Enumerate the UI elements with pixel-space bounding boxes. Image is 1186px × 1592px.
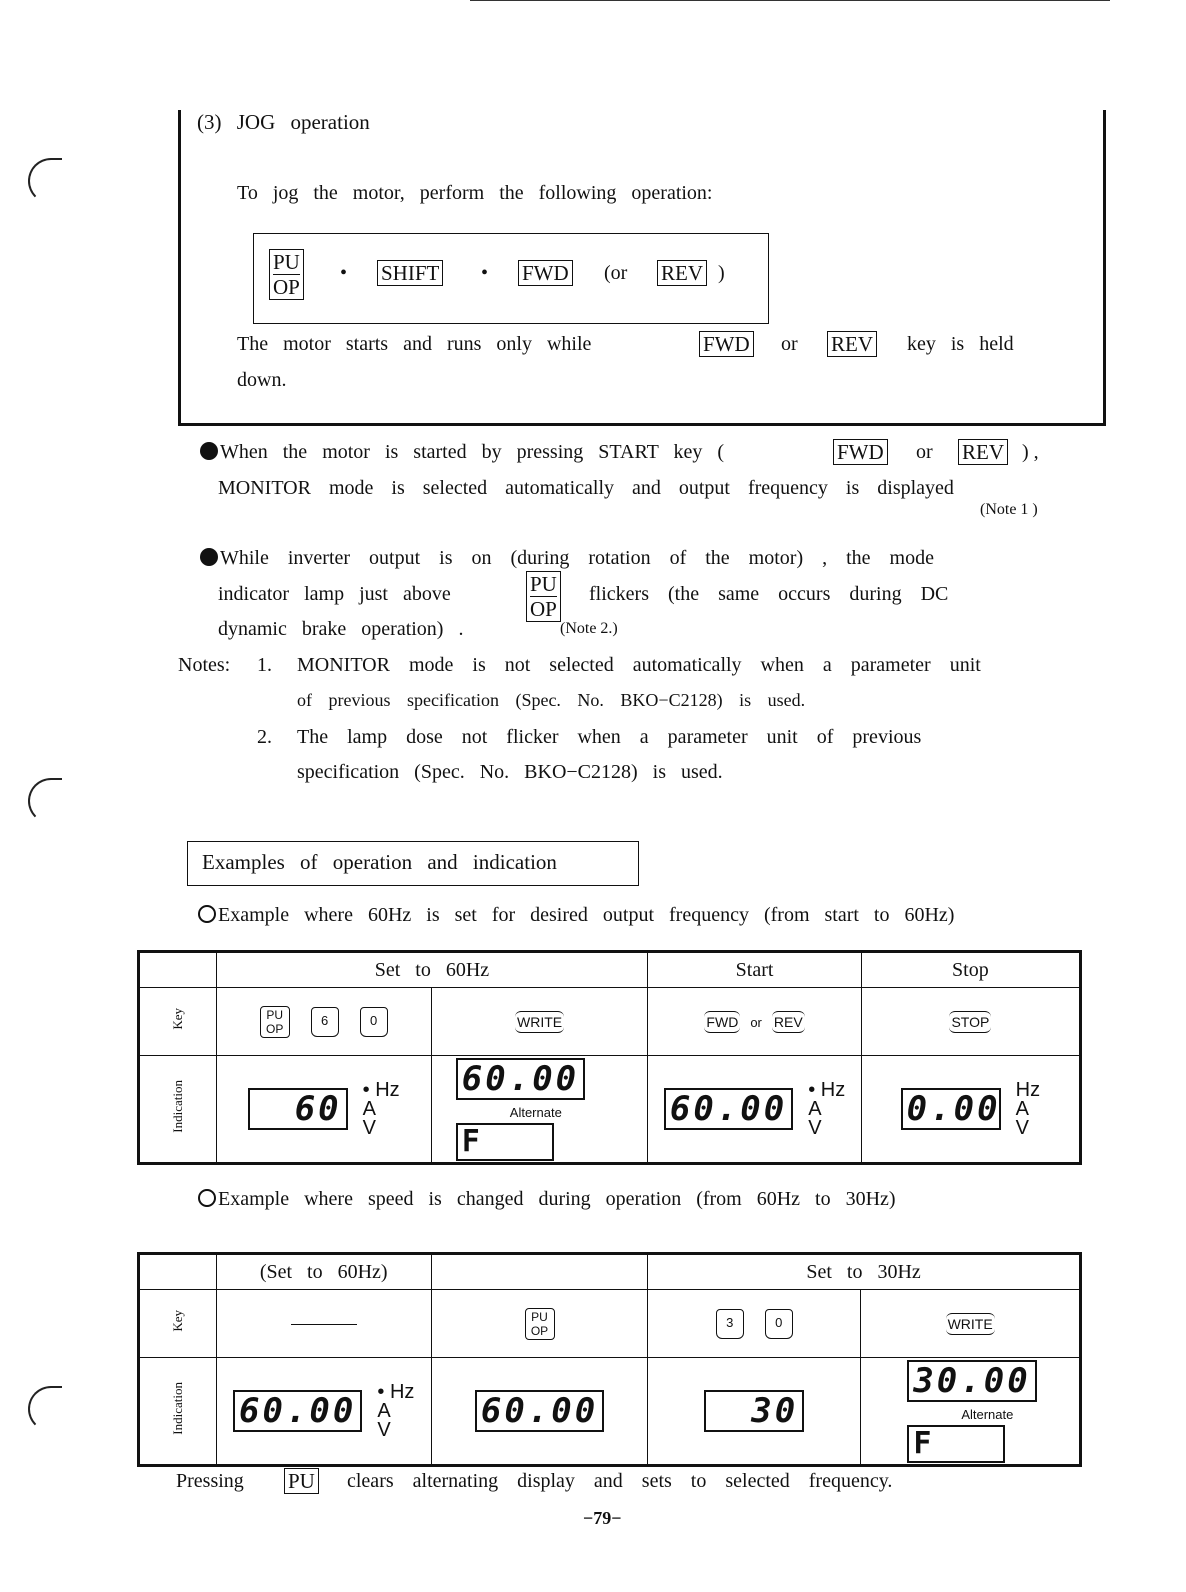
example-1-caption: Example where 60Hz is set for desired output frequency (from start to 60Hz): [198, 904, 954, 927]
key-stop: STOP: [861, 988, 1080, 1056]
pu-op-key: PU OP: [260, 1006, 290, 1038]
rev-key: REV: [958, 439, 1008, 465]
row-label-indication: Indication: [139, 1358, 217, 1466]
keys-3-0: [648, 1290, 861, 1358]
alternate-label: Alternate: [509, 1104, 562, 1120]
row-label-key: Key: [139, 1290, 217, 1358]
example-1-table: [137, 950, 1082, 1165]
bullet-start-line1: When the motor is started by pressing START key (: [200, 441, 724, 464]
circle-bullet-icon: [198, 1189, 216, 1207]
alternate-label: Alternate: [961, 1406, 1014, 1422]
jog-held-text-end: key is held: [907, 333, 1014, 355]
note-ref-1: (Note 1 ): [980, 501, 1038, 518]
no-key-dash: [216, 1290, 431, 1358]
unit-indicators: • Hz A V: [362, 1078, 400, 1139]
top-rule: [470, 0, 1110, 1]
header-set-60hz: Set to 60Hz: [216, 952, 648, 988]
pu-key: PU: [284, 1468, 319, 1494]
fwd-key: FWD: [518, 260, 573, 286]
header-empty: [431, 1254, 647, 1290]
keys-pu-6-0: [216, 988, 431, 1056]
circle-bullet-icon: [198, 905, 216, 923]
fwd-key: FWD: [699, 331, 754, 357]
display-30: [648, 1358, 861, 1466]
bullet-close: ) ,: [1022, 441, 1039, 463]
keys-fwd-or-rev: [648, 988, 861, 1056]
jog-held-or: or: [781, 333, 798, 355]
punch-hole-mark: [28, 158, 62, 204]
display-60-alternate: [431, 1056, 648, 1164]
punch-hole-mark: [28, 1386, 62, 1432]
display-60-pu: [431, 1358, 647, 1466]
pu-op-key: PU OP: [525, 1308, 555, 1340]
seven-segment-display: 0.00: [901, 1088, 1001, 1130]
footer-text-pressing: Pressing: [176, 1470, 244, 1492]
fwd-key: FWD: [704, 1011, 740, 1033]
notes-label: Notes:: [178, 654, 231, 676]
note-1-line2: of previous specification (Spec. No. BKO−C2128) is used.: [297, 690, 806, 710]
example-2-table: [137, 1252, 1082, 1467]
note-2-number: 2.: [257, 726, 272, 748]
key-write: WRITE: [431, 988, 648, 1056]
seq-close: ): [718, 262, 725, 284]
row-label-indication: Indication: [139, 1056, 217, 1164]
display-60-running: [216, 1358, 431, 1466]
key-3: 3: [716, 1309, 744, 1339]
fwd-key: FWD: [833, 439, 888, 465]
key-6: 6: [311, 1007, 339, 1037]
row-label-key: Key: [139, 988, 217, 1056]
display-stop: [861, 1056, 1080, 1164]
key-0: 0: [765, 1309, 793, 1339]
header-start: Start: [648, 952, 861, 988]
pu-op-key: $\frac{PU}{OP}$: [269, 249, 304, 300]
bullet-lamp-line1: While inverter output is on (during rotation of the motor) , the mode: [200, 547, 934, 570]
page-number: −79−: [583, 1508, 622, 1528]
seven-segment-display: 60.00: [475, 1390, 604, 1432]
shift-key: SHIFT: [377, 260, 443, 286]
key-pu-op: [431, 1290, 647, 1358]
note-ref-2: (Note 2.): [560, 620, 618, 637]
bullet-lamp-line3: dynamic brake operation) .: [218, 618, 464, 640]
corner-cell: [139, 1254, 217, 1290]
rev-key: REV: [772, 1011, 805, 1033]
bullet-lamp-line2a: indicator lamp just above: [218, 583, 451, 605]
unit-indicators: • Hz A V: [377, 1380, 415, 1441]
display-30-alternate: [861, 1358, 1081, 1466]
seven-segment-display: 30: [704, 1390, 804, 1432]
seven-segment-display-f: F: [456, 1123, 554, 1161]
note-1-number: 1.: [257, 654, 272, 676]
seven-segment-display: 60: [248, 1088, 348, 1130]
bullet-icon: [200, 442, 218, 460]
seven-segment-display-f: F: [907, 1425, 1005, 1463]
jog-heading: (3) JOG operation: [197, 110, 370, 134]
footer-text-rest: clears alternating display and sets to selected frequency.: [347, 1470, 893, 1492]
pu-op-key: $\frac{PU}{OP}$: [526, 571, 561, 622]
seq-or: (or: [604, 262, 628, 284]
header-set-30hz: Set to 30Hz: [648, 1254, 1081, 1290]
jog-held-text: The motor starts and runs only while: [237, 333, 592, 355]
seven-segment-display: 30.00: [907, 1360, 1036, 1402]
unit-indicators: • Hz A V: [808, 1078, 846, 1139]
rev-key: REV: [827, 331, 877, 357]
header-stop: Stop: [861, 952, 1080, 988]
bullet-or: or: [916, 441, 933, 463]
seven-segment-display: 60.00: [233, 1390, 362, 1432]
bullet-icon: [200, 548, 218, 566]
or-label: or: [750, 1015, 762, 1030]
rev-key: REV: [657, 260, 707, 286]
examples-heading: Examples of operation and indication: [187, 841, 639, 886]
corner-cell: [139, 952, 217, 988]
display-60: [216, 1056, 431, 1164]
jog-intro: To jog the motor, perform the following operation:: [237, 182, 713, 204]
example-2-caption: Example where speed is changed during operation (from 60Hz to 30Hz): [198, 1188, 896, 1211]
bullet-lamp-line2b: flickers (the same occurs during DC: [589, 583, 949, 605]
punch-hole-mark: [28, 778, 62, 824]
note-1-line1: MONITOR mode is not selected automatically when a parameter unit: [297, 654, 981, 676]
note-2-line2: specification (Spec. No. BKO−C2128) is used.: [297, 761, 723, 783]
seq-dot: •: [481, 262, 489, 284]
header-set-60hz: (Set to 60Hz): [216, 1254, 431, 1290]
jog-held-text-down: down.: [237, 369, 287, 391]
unit-indicators: Hz A V: [1015, 1078, 1041, 1139]
seven-segment-display: 60.00: [664, 1088, 793, 1130]
note-2-line1: The lamp dose not flicker when a parameter unit of previous: [297, 726, 922, 748]
seven-segment-display: 60.00: [456, 1058, 585, 1100]
display-start: [648, 1056, 861, 1164]
key-write: WRITE: [861, 1290, 1081, 1358]
bullet-start-line2: MONITOR mode is selected automatically and output frequency is displayed: [218, 477, 954, 499]
seq-dot: •: [340, 262, 348, 284]
key-0: 0: [360, 1007, 388, 1037]
